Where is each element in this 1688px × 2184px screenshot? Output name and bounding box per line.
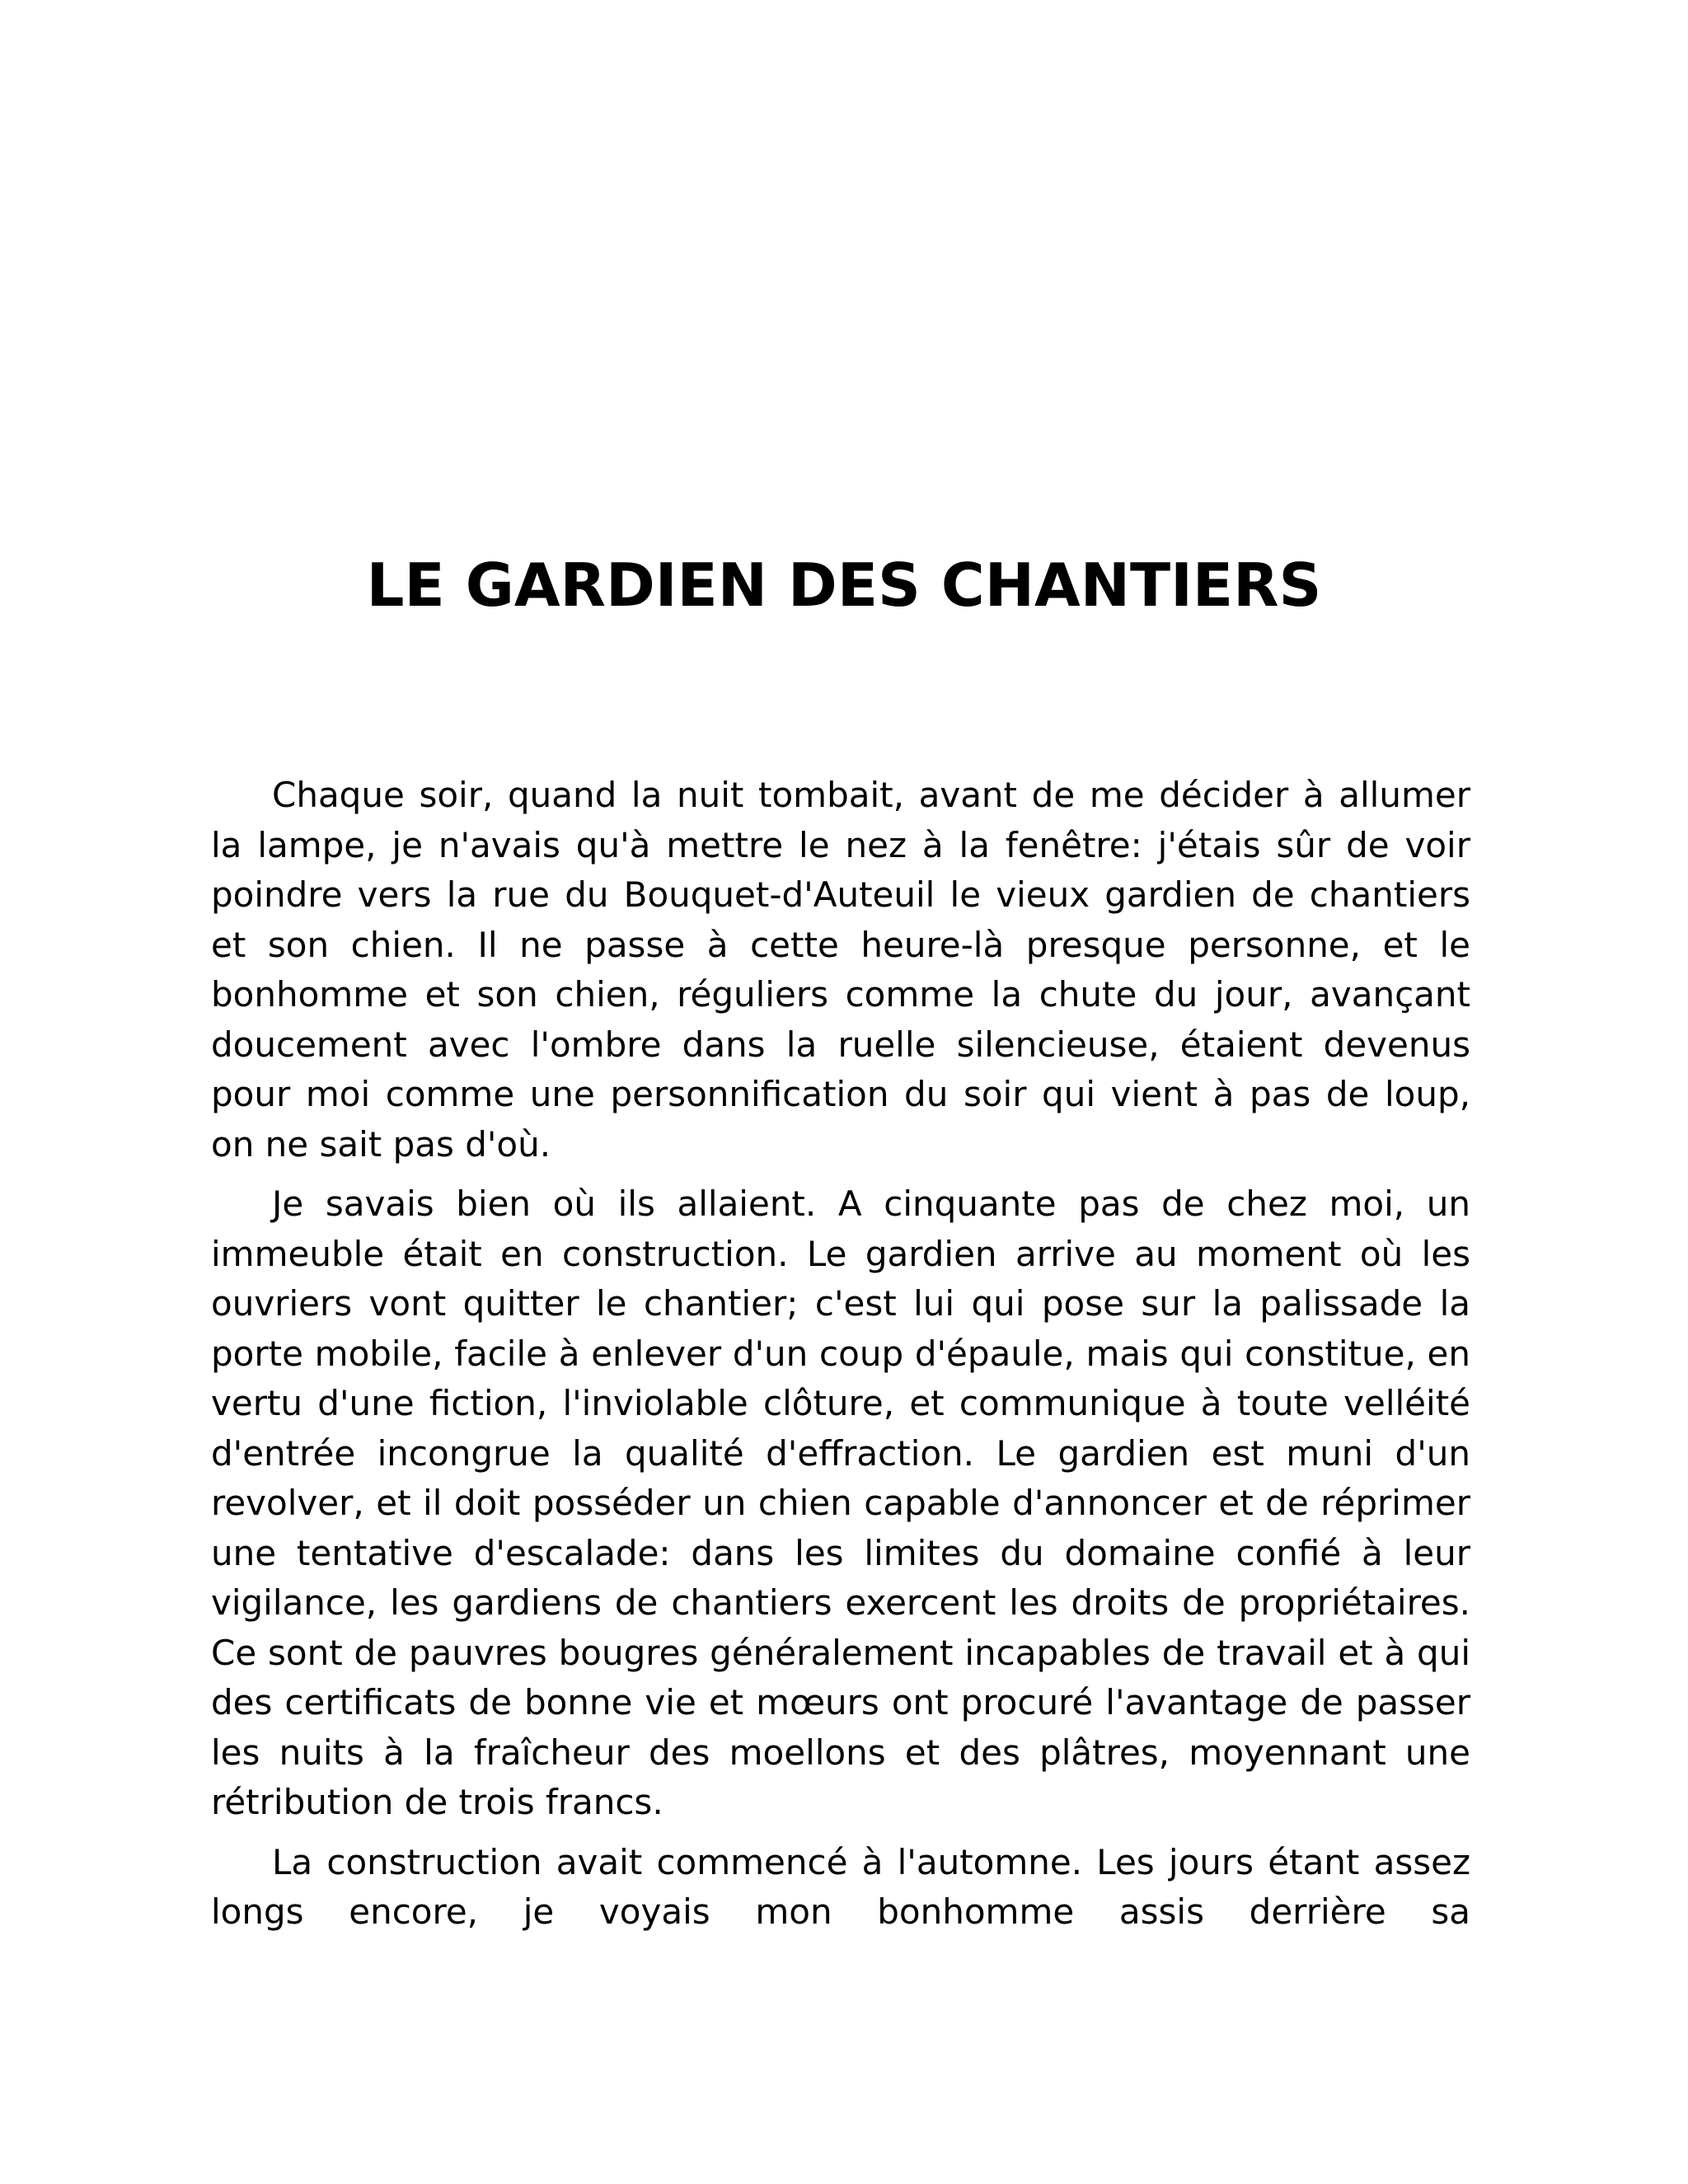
body-text — [211, 771, 1470, 1947]
paragraph-3: La construction avait commencé à l'automne. Les jours étant assez longs encore, je voyais mon bonhomme assis derrière sa — [211, 1841, 1470, 1932]
chapter-title: LE GARDIEN DES CHANTIERS — [366, 551, 1322, 620]
paragraph-1: Chaque soir, quand la nuit tombait, avant de me décider à allumer la lampe, je n'avais qu'à mettre le nez à la fenêtre: j'étais sûr de voir poindre vers la rue du Bouquet-d'Auteuil le vieux gardien de chantiers et son chien. Il ne passe à cette heure-là presque personne, et le bonhomme et son chien, réguliers comme la chute du jour, avançant doucement avec l'ombre dans la ruelle silencieuse, étaient devenus pour moi comme une personnification du soir qui vient à pas de loup, on ne sait pas d'où. — [211, 775, 1470, 1165]
paragraph-2: Je savais bien où ils allaient. A cinquante pas de chez moi, un immeuble était en construction. Le gardien arrive au moment où les ouvriers vont quitter le chantier; c'est lui qui pose sur la palissade la porte mobile, facile à enlever d'un coup d'épaule, mais qui constitue, en vertu d'une fiction, l'inviolable clôture, et communique à toute velléité d'entrée incongrue la qualité d'effraction. Le gardien est muni d'un revolver, et il doit posséder un chien capable d'annoncer et de réprimer une tentative d'escalade: dans les limites du domaine confié à leur vigilance, les gardiens de chantiers exercent les droits de propriétaires. Ce sont de pauvres bougres généralement incapables de travail et à qui des certificats de bonne vie et mœurs ont procuré l'avantage de passer les nuits à la fraîcheur des moellons et des plâtres, moyennant une rétribution de trois francs. — [211, 1183, 1470, 1822]
